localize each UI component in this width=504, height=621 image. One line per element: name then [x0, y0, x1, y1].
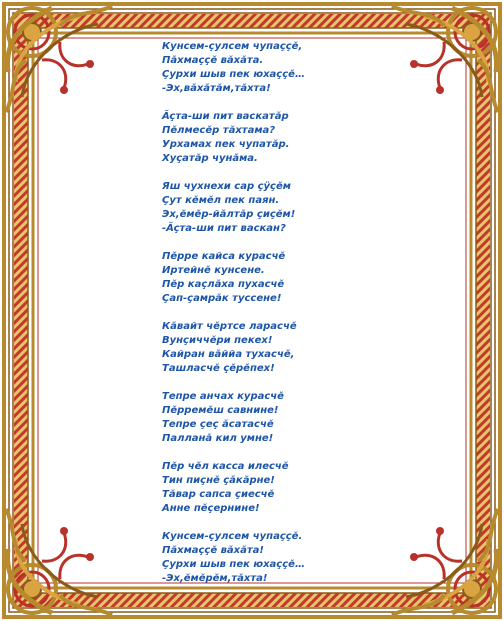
poem-text [162, 40, 422, 600]
stanza [162, 530, 422, 586]
poem-line: Палланă кил умне! [162, 433, 274, 444]
stanza [162, 460, 422, 516]
poem-line: Иртейнĕ кунсене. [162, 265, 265, 276]
poem-line: Урхамах пек чупатăр. [162, 139, 290, 150]
poem-line: -Ăçта-ши пит васкан? [162, 223, 286, 234]
poem-line: Тин пиçнĕ çăкăрне! [162, 475, 275, 486]
poem-line: Яш чухнехи сар çÿçĕм [162, 181, 291, 192]
stanza [162, 390, 422, 446]
poem-line: Тăвар сапса çиесчĕ [162, 489, 275, 500]
poem-line: Вунçиччĕри пекех! [162, 335, 273, 346]
poem-line: Анне пĕçернине! [162, 503, 260, 514]
poem-line: Пĕрремĕш савнине! [162, 405, 279, 416]
poem-line: Ташласчĕ çĕрĕпех! [162, 363, 275, 374]
poem-line: Çурхи шыв пек юхаççĕ… [162, 69, 305, 80]
stanza [162, 250, 422, 306]
poem-line: Пăхмаççĕ вăхăта. [162, 55, 264, 66]
poem-line: Çап-çамрăк туссене! [162, 293, 282, 304]
poem-line: Тепре çеç ăсатасчĕ [162, 419, 274, 430]
poem-line: Пĕрре кайса курасчĕ [162, 251, 286, 262]
poem-line: -Эх,вăхăтăм,тăхта! [162, 83, 271, 94]
stanza [162, 320, 422, 376]
poem-line: Кунсем-çулсем чупаççĕ. [162, 531, 303, 542]
poem-line: Çурхи шыв пек юхаççĕ… [162, 559, 305, 570]
poem-line: Çут кĕмĕл пек паян. [162, 195, 280, 206]
poem-line: Пĕлмесĕр тăхтама? [162, 125, 276, 136]
stanza [162, 40, 422, 96]
stanza [162, 180, 422, 236]
poem-line: Пĕр чĕл касса илесчĕ [162, 461, 289, 472]
stanza [162, 110, 422, 166]
poem-line: Пĕр каçлăха пухасчĕ [162, 279, 285, 290]
poem-line: Ăçта-ши пит васкатăр [162, 111, 289, 122]
poem-line: Кунсем-çулсем чупаççĕ, [162, 41, 303, 52]
poem-line: Тепре анчах курасчĕ [162, 391, 284, 402]
poem-line: -Эх,ĕмĕрĕм,тăхта! [162, 573, 268, 584]
poem-line: Кăвайт чĕртсе ларасчĕ [162, 321, 297, 332]
poem-line: Хуçатăр чунăма. [162, 153, 258, 164]
poem-line: Кайран вăййа тухасчĕ, [162, 349, 295, 360]
poem-line: Пăхмаççĕ вăхăта! [162, 545, 264, 556]
poem-line: Эх,ĕмĕр-йăлтăр çиçĕм! [162, 209, 296, 220]
